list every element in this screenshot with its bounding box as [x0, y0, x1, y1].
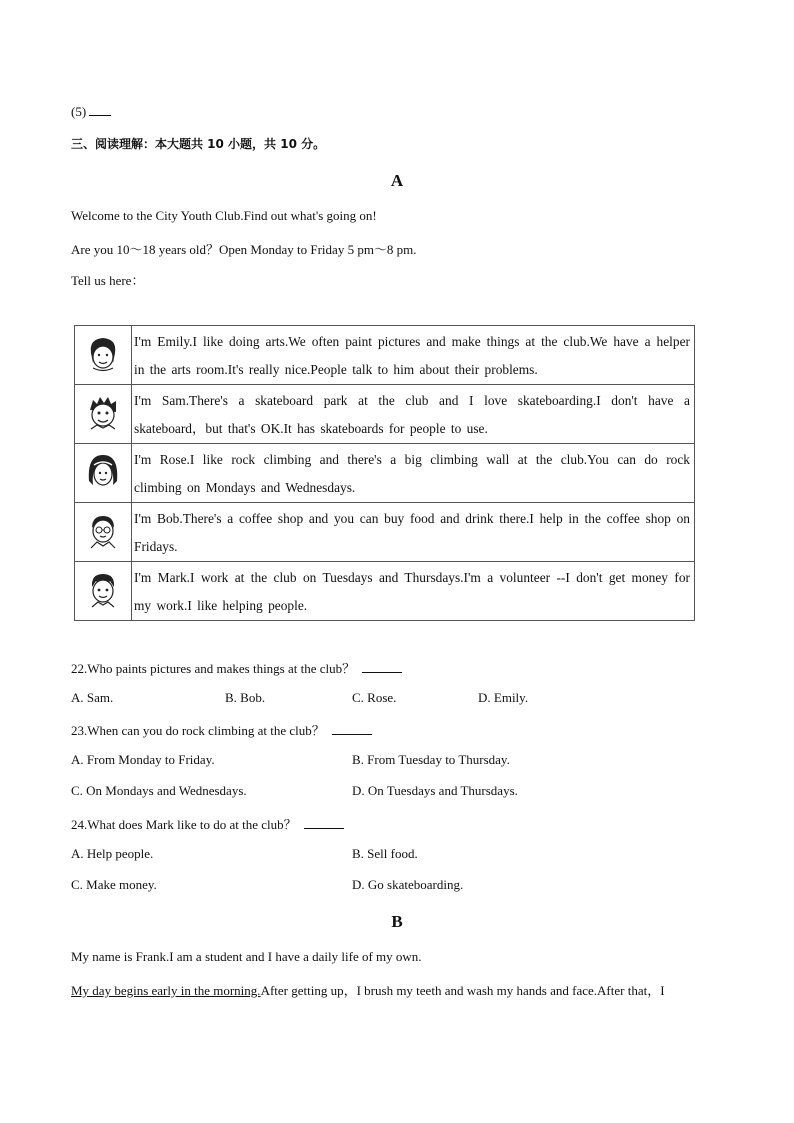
- intro-line-3: Tell us here：: [71, 273, 145, 288]
- member-statement: I'm Bob.There's a coffee shop and you can buy food and drink there.I help in the coffee shop on Fridays.: [132, 503, 695, 562]
- question-22-stem: [71, 658, 402, 677]
- club-members-table: [74, 325, 695, 621]
- member-statement: I'm Sam.There's a skateboard park at the club and I love skateboarding.I don't have a skateboard，but that's OK.It has skateboards for people to use.: [132, 385, 695, 444]
- intro-line-2: Are you 10～18 years old？Open Monday to Friday 5 pm～8 pm.: [71, 242, 417, 257]
- avatar-cell: [75, 562, 132, 621]
- member-statement: I'm Mark.I work at the club on Tuesdays and Thursdays.I'm a volunteer --I don't get money for my work.I like helping people.: [132, 562, 695, 621]
- section3-heading: 三、阅读理解：本大题共 10 小题，共 10 分。: [71, 137, 326, 151]
- q24-option-a[interactable]: A. Help people.: [71, 846, 154, 861]
- table-row: [75, 326, 695, 385]
- boy-mark-icon: [83, 569, 123, 609]
- boy-sam-icon: [83, 392, 123, 432]
- question-22-answer-blank[interactable]: [362, 671, 402, 673]
- member-statement: I'm Emily.I like doing arts.We often paint pictures and make things at the club.We have a helper in the arts room.It's really nice.People talk to him about their problems.: [132, 326, 695, 385]
- boy-bob-icon: [83, 510, 123, 550]
- passage-b-line-2-rest: After getting up，I brush my teeth and wash my hands and face.After that，I: [260, 983, 665, 998]
- q24-option-d[interactable]: D. Go skateboarding.: [352, 877, 464, 892]
- question-stem-text: 23.When can you do rock climbing at the club？: [71, 723, 325, 738]
- question-stem-text: 22.Who paints pictures and makes things at the club？: [71, 661, 356, 676]
- q22-option-c[interactable]: C. Rose.: [352, 690, 397, 705]
- member-statement: I'm Rose.I like rock climbing and there's a big climbing wall at the club.You can do rock climbing on Mondays and Wednesdays.: [132, 444, 695, 503]
- q5-line: [71, 104, 111, 120]
- avatar-cell: [75, 503, 132, 562]
- question-23-stem: [71, 720, 372, 739]
- underlined-sentence: My day begins early in the morning.: [71, 983, 261, 998]
- q22-option-d[interactable]: D. Emily.: [478, 690, 529, 705]
- table-row: [75, 444, 695, 503]
- q22-option-a[interactable]: A. Sam.: [71, 690, 114, 705]
- passage-b-title: B: [391, 912, 403, 931]
- question-23-answer-blank[interactable]: [332, 733, 372, 735]
- q24-option-b[interactable]: B. Sell food.: [352, 846, 418, 861]
- table-row: [75, 385, 695, 444]
- avatar-cell: [75, 326, 132, 385]
- question-stem-text: 24.What does Mark like to do at the club？: [71, 817, 297, 832]
- passage-b-line-2: [71, 980, 665, 999]
- q23-option-c[interactable]: C. On Mondays and Wednesdays.: [71, 783, 247, 798]
- avatar-cell: [75, 385, 132, 444]
- q23-option-d[interactable]: D. On Tuesdays and Thursdays.: [352, 783, 518, 798]
- table-row: [75, 503, 695, 562]
- intro-line-1: Welcome to the City Youth Club.Find out what's going on!: [71, 208, 377, 223]
- passage-a-title: A: [390, 171, 404, 190]
- passage-b-line-1: My name is Frank.I am a student and I have a daily life of my own.: [71, 949, 422, 964]
- q22-option-b[interactable]: B. Bob.: [225, 690, 266, 705]
- q5-answer-blank[interactable]: [89, 114, 111, 116]
- table-row: [75, 562, 695, 621]
- girl-emily-icon: [83, 333, 123, 373]
- question-24-answer-blank[interactable]: [304, 827, 344, 829]
- girl-rose-icon: [83, 451, 123, 491]
- q24-option-c[interactable]: C. Make money.: [71, 877, 157, 892]
- q23-option-a[interactable]: A. From Monday to Friday.: [71, 752, 215, 767]
- avatar-cell: [75, 444, 132, 503]
- q5-label: (5): [71, 104, 87, 119]
- question-24-stem: [71, 814, 344, 833]
- q23-option-b[interactable]: B. From Tuesday to Thursday.: [352, 752, 510, 767]
